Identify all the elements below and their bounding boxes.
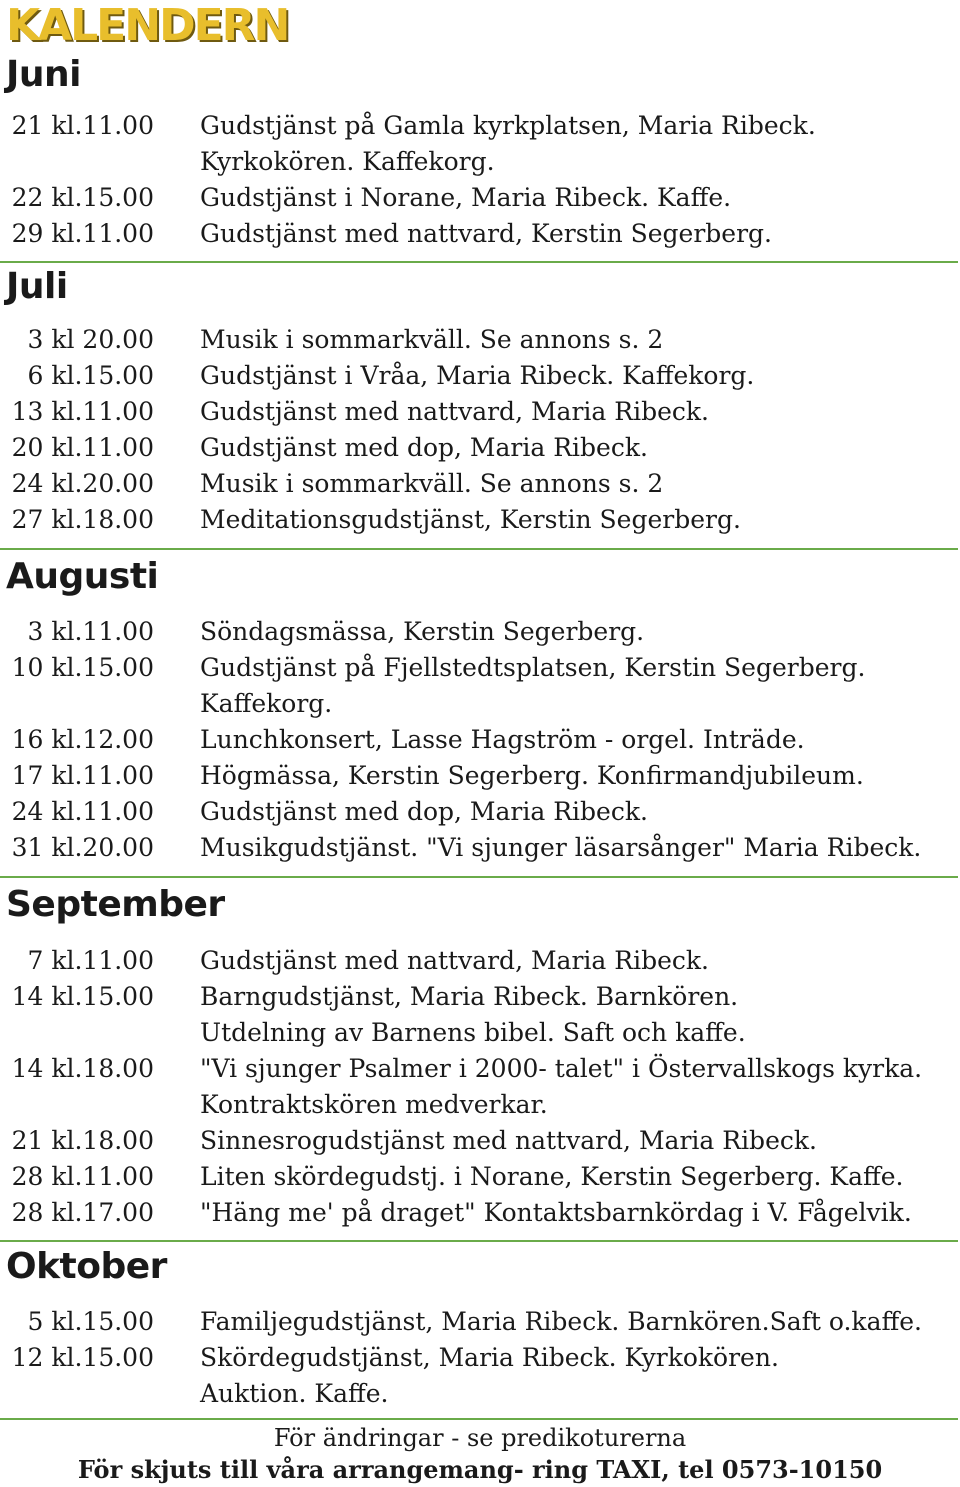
event-text: Gudstjänst med dop, Maria Ribeck. [200, 433, 648, 462]
event-date: 3 kl.11.00 [27, 617, 154, 646]
event-text: Gudstjänst i Norane, Maria Ribeck. Kaffe. [200, 183, 732, 212]
event-text: Kyrkokören. Kaffekorg. [200, 147, 495, 176]
event-text: Lunchkonsert, Lasse Hagström - orgel. Inträde. [200, 725, 805, 754]
event-date: 12 kl.15.00 [11, 1343, 154, 1372]
event-row [0, 1340, 960, 1376]
footer-taxi-info: För skjuts till våra arrangemang- ring TAXI, tel 0573-10150 [77, 1455, 883, 1484]
section-divider [0, 548, 958, 550]
event-date: 7 kl.11.00 [27, 946, 154, 975]
event-row [0, 180, 960, 216]
month-heading-oktober: Oktober [6, 1246, 167, 1287]
event-date: 3 kl 20.00 [27, 325, 154, 354]
event-row [0, 979, 960, 1015]
event-date: 21 kl.18.00 [11, 1126, 154, 1155]
event-text: Gudstjänst med nattvard, Maria Ribeck. [200, 397, 709, 426]
event-text: Gudstjänst på Gamla kyrkplatsen, Maria Ribeck. [200, 111, 816, 140]
month-heading-juni: Juni [6, 54, 81, 95]
event-text: Barngudstjänst, Maria Ribeck. Barnkören. [200, 982, 739, 1011]
event-row [0, 943, 960, 979]
event-text: Meditationsgudstjänst, Kerstin Segerberg. [200, 505, 741, 534]
event-row [0, 358, 960, 394]
event-date: 10 kl.15.00 [11, 653, 154, 682]
event-row [0, 466, 960, 502]
event-date: 13 kl.11.00 [11, 397, 154, 426]
event-row [0, 1051, 960, 1087]
event-row [0, 830, 960, 866]
event-text: "Vi sjunger Psalmer i 2000- talet" i Östervallskogs kyrka. [200, 1054, 923, 1083]
event-text: Högmässa, Kerstin Segerberg. Konfirmandjubileum. [200, 761, 864, 790]
event-row [0, 144, 960, 180]
event-date: 14 kl.15.00 [11, 982, 154, 1011]
event-date: 16 kl.12.00 [11, 725, 154, 754]
event-text: Söndagsmässa, Kerstin Segerberg. [200, 617, 645, 646]
month-heading-juli: Juli [6, 266, 68, 307]
section-divider [0, 261, 958, 263]
event-date: 21 kl.11.00 [11, 111, 154, 140]
section-divider [0, 876, 958, 878]
event-text: Liten skördegudstj. i Norane, Kerstin Segerberg. Kaffe. [200, 1162, 904, 1191]
event-row [0, 1015, 960, 1051]
event-row [0, 108, 960, 144]
event-date: 28 kl.17.00 [11, 1198, 154, 1227]
event-date: 29 kl.11.00 [11, 219, 154, 248]
event-text: Kaffekorg. [200, 689, 333, 718]
event-date: 14 kl.18.00 [11, 1054, 154, 1083]
event-date: 24 kl.20.00 [11, 469, 154, 498]
event-row [0, 722, 960, 758]
event-text: Sinnesrogudstjänst med nattvard, Maria Ribeck. [200, 1126, 817, 1155]
event-row [0, 1087, 960, 1123]
event-text: "Häng me' på draget" Kontaktsbarnkördag i V. Fågelvik. [200, 1198, 912, 1227]
event-row [0, 794, 960, 830]
event-text: Gudstjänst med nattvard, Maria Ribeck. [200, 946, 709, 975]
calendar-title: KALENDERN [6, 0, 289, 51]
event-date: 27 kl.18.00 [11, 505, 154, 534]
event-text: Skördegudstjänst, Maria Ribeck. Kyrkokören. [200, 1343, 779, 1372]
event-row [0, 322, 960, 358]
event-row [0, 1195, 960, 1231]
event-row [0, 650, 960, 686]
event-row [0, 1304, 960, 1340]
event-text: Gudstjänst i Vråa, Maria Ribeck. Kaffekorg. [200, 361, 755, 390]
event-date: 5 kl.15.00 [27, 1307, 154, 1336]
month-heading-september: September [6, 884, 225, 925]
event-row [0, 394, 960, 430]
event-text: Kontraktskören medverkar. [200, 1090, 548, 1119]
event-date: 20 kl.11.00 [11, 433, 154, 462]
event-row [0, 1159, 960, 1195]
event-row [0, 430, 960, 466]
event-row [0, 216, 960, 252]
event-text: Gudstjänst med dop, Maria Ribeck. [200, 797, 648, 826]
section-divider [0, 1240, 958, 1242]
event-row [0, 686, 960, 722]
event-text: Musik i sommarkväll. Se annons s. 2 [200, 325, 664, 354]
event-text: Musik i sommarkväll. Se annons s. 2 [200, 469, 664, 498]
event-text: Musikgudstjänst. "Vi sjunger läsarsånger" Maria Ribeck. [200, 833, 922, 862]
event-text: Auktion. Kaffe. [200, 1379, 389, 1408]
month-heading-augusti: Augusti [6, 556, 159, 597]
event-date: 22 kl.15.00 [11, 183, 154, 212]
event-row [0, 758, 960, 794]
event-text: Utdelning av Barnens bibel. Saft och kaffe. [200, 1018, 746, 1047]
event-text: Gudstjänst på Fjellstedtsplatsen, Kerstin Segerberg. [200, 653, 866, 682]
event-date: 6 kl.15.00 [27, 361, 154, 390]
event-date: 28 kl.11.00 [11, 1162, 154, 1191]
event-date: 24 kl.11.00 [11, 797, 154, 826]
event-row [0, 1376, 960, 1412]
event-text: Familjegudstjänst, Maria Ribeck. Barnkören.Saft o.kaffe. [200, 1307, 922, 1336]
event-date: 17 kl.11.00 [11, 761, 154, 790]
event-date: 31 kl.20.00 [11, 833, 154, 862]
event-row [0, 614, 960, 650]
event-row [0, 1123, 960, 1159]
event-text: Gudstjänst med nattvard, Kerstin Segerberg. [200, 219, 772, 248]
event-row [0, 502, 960, 538]
footer-note: För ändringar - se predikoturerna [273, 1424, 687, 1452]
